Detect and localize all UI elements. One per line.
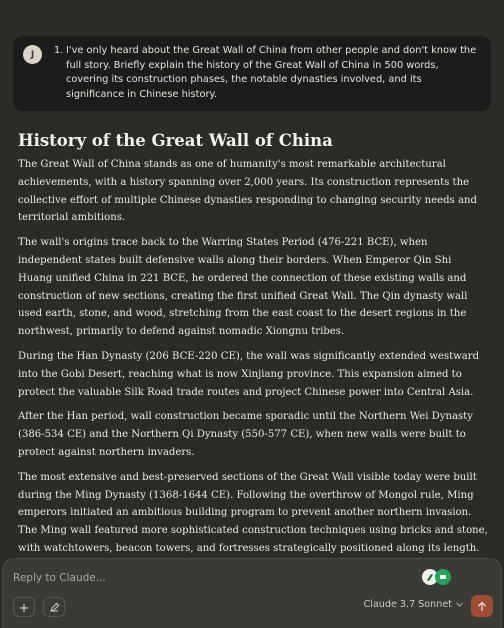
user-message-text — [54, 44, 481, 102]
response-paragraph: During the Han Dynasty (206 BCE-220 CE), the wall was significantly extended westward into the Gobi Desert, reaching what is now Xinjiang province. This expansion aimed to protect the valuable Silk Road trade routes and project Chinese power into Central Asia. — [18, 350, 480, 398]
composer — [2, 558, 502, 628]
model-selector[interactable] — [364, 599, 463, 610]
chevron-down-icon — [456, 600, 463, 609]
response-paragraph: The Great Wall of China stands as one of humanity's most remarkable architectural achievements, with a history spanning over 2,000 years. Its construction represents the collective effort of multiple Chinese dynasties responding to changing security needs and territorial ambitions. — [18, 159, 477, 224]
model-label: Claude 3.7 Sonnet — [363, 599, 452, 610]
send-button[interactable] — [471, 595, 493, 617]
response-paragraph: The wall's origins trace back to the Warring States Period (476-221 BCE), when independent states built defensive walls along their borders. When Emperor Qin Shi Huang unified China in 221 BCE, he ordered the connection of these existing walls and construction of new sections, creating the first unified Great Wall. The Qin dynasty wall used earth, stone, and wood, stretching from the east coast to the desert regions in the northwest, primarily to defend against nomadic Xiongnu tribes. — [18, 237, 468, 338]
assistant-response — [18, 130, 488, 565]
user-message-body: I've only heard about the Great Wall of China from other people and don't know the full story. Briefly explain the history of the Great Wall of China in 500 words, covering its construction phases, the notable dynasties involved, and its significance in Chinese history. — [66, 45, 477, 100]
response-title: History of the Great Wall of China — [18, 131, 333, 150]
extension-badges[interactable] — [422, 569, 451, 585]
plus-icon — [19, 598, 29, 617]
response-paragraph: After the Han period, wall construction became sporadic until the Northern Wei Dynasty (386-534 CE) and the Northern Qi Dynasty (550-577 CE), when new walls were built to protect against northern invaders. — [18, 411, 473, 458]
arrow-up-icon — [477, 597, 487, 616]
pen-icon — [49, 598, 60, 617]
list-number: 1. — [54, 45, 64, 56]
user-message — [13, 36, 491, 111]
reply-input[interactable] — [13, 569, 393, 587]
response-paragraph: The most extensive and best-preserved sections of the Great Wall visible today were built during the Ming Dynasty (1368-1644 CE). Following the overthrow of Mongol rule, Ming emperors initiated an ambitious building program to prevent another northern invasion. The Ming wall featured more sophisticated construction techniques using bricks and stone, with watchtowers, beacon towers, and fortresses strategically positioned along its length. — [18, 471, 488, 554]
style-button[interactable] — [43, 597, 65, 617]
grammar-extension-icon[interactable] — [435, 569, 451, 585]
add-attachment-button[interactable] — [13, 597, 35, 617]
user-avatar: J — [23, 45, 42, 64]
